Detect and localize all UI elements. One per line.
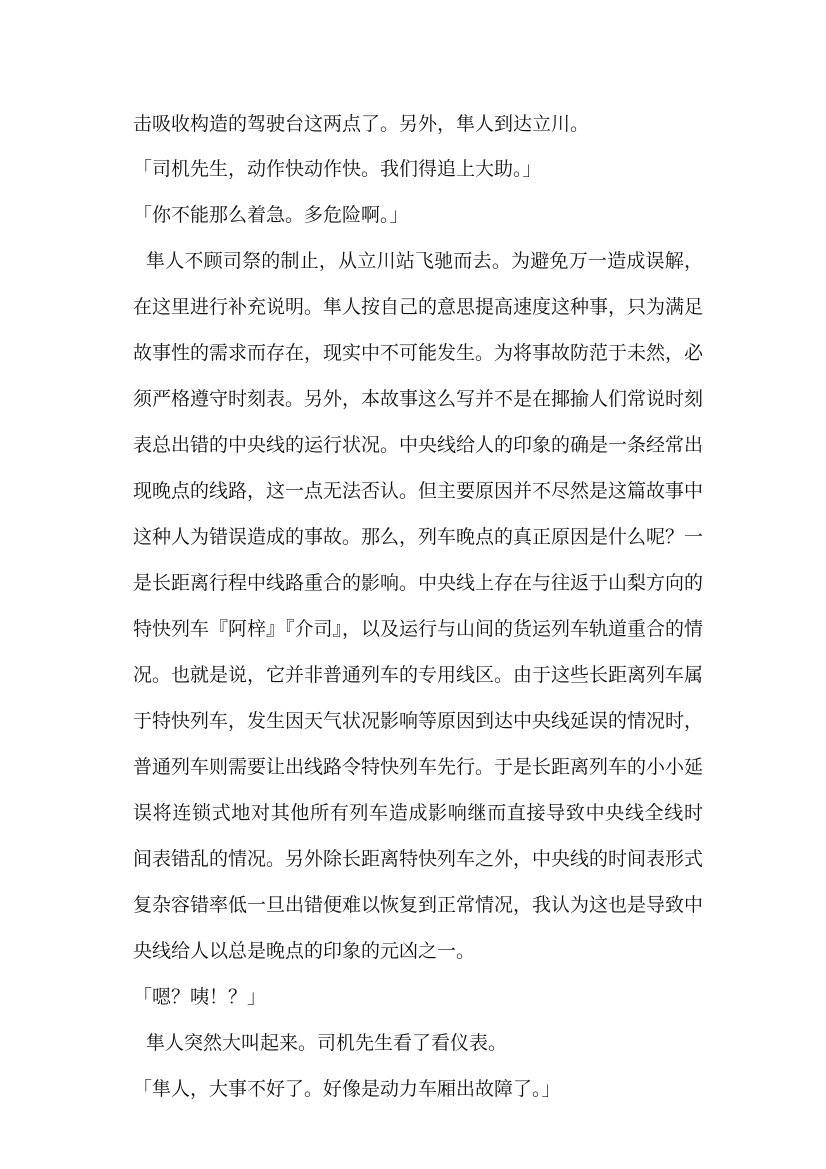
text-line: 复杂容错率低一旦出错便难以恢复到正常情况，我认为这也是导致中 (133, 894, 704, 916)
text-line: 误将连锁式地对其他所有列车造成影响继而直接导致中央线全线时 (133, 802, 703, 824)
text-line: 须严格遵守时刻表。另外，本故事这么写并不是在揶揄人们常说时刻 (133, 388, 704, 410)
text-line: 况。也就是说，它并非普通列车的专用线区。由于这些长距离列车属 (133, 664, 704, 686)
text-line: 于特快列车，发生因天气状况影响等原因到达中央线延误的情况时， (133, 710, 704, 732)
text-line: 间表错乱的情况。另外除长距离特快列车之外，中央线的时间表形式 (133, 848, 704, 870)
text-line: 是长距离行程中线路重合的影响。中央线上存在与往返于山梨方向的 (133, 572, 704, 594)
text-line: 击吸收构造的驾驶台这两点了。另外，隼人到达立川。 (133, 113, 590, 135)
dialogue-line: 「你不能那么着急。多危险啊。」 (133, 204, 409, 226)
text-line: 表总出错的中央线的运行状况。中央线给人的印象的确是一条经常出 (133, 434, 704, 456)
text-line: 隼人不顾司祭的制止，从立川站飞驰而去。为避免万一造成误解， (146, 250, 703, 272)
text-line: 隼人突然大叫起来。司机先生看了看仪表。 (146, 1032, 508, 1054)
dialogue-line: 「嗯？咦！？」 (133, 986, 267, 1008)
dialogue-line: 「司机先生，动作快动作快。我们得追上大助。」 (133, 158, 542, 180)
text-line: 特快列车『阿梓』『介司』，以及运行与山间的货运列车轨道重合的情 (133, 618, 704, 640)
text-line: 现晚点的线路，这一点无法否认。但主要原因并不尽然是这篇故事中 (133, 480, 704, 502)
text-line: 普通列车则需要让出线路令特快列车先行。于是长距离列车的小小延 (133, 756, 704, 778)
dialogue-line: 「隼人，大事不好了。好像是动力车厢出故障了。」 (133, 1078, 561, 1100)
text-line: 这种人为错误造成的事故。那么，列车晚点的真正原因是什么呢？一 (133, 526, 704, 548)
text-line: 在这里进行补充说明。隼人按自己的意思提高速度这种事，只为满足 (133, 296, 704, 318)
text-line: 央线给人以总是晚点的印象的元凶之一。 (133, 940, 476, 962)
text-line: 故事性的需求而存在，现实中不可能发生。为将事故防范于未然，必 (133, 342, 704, 364)
